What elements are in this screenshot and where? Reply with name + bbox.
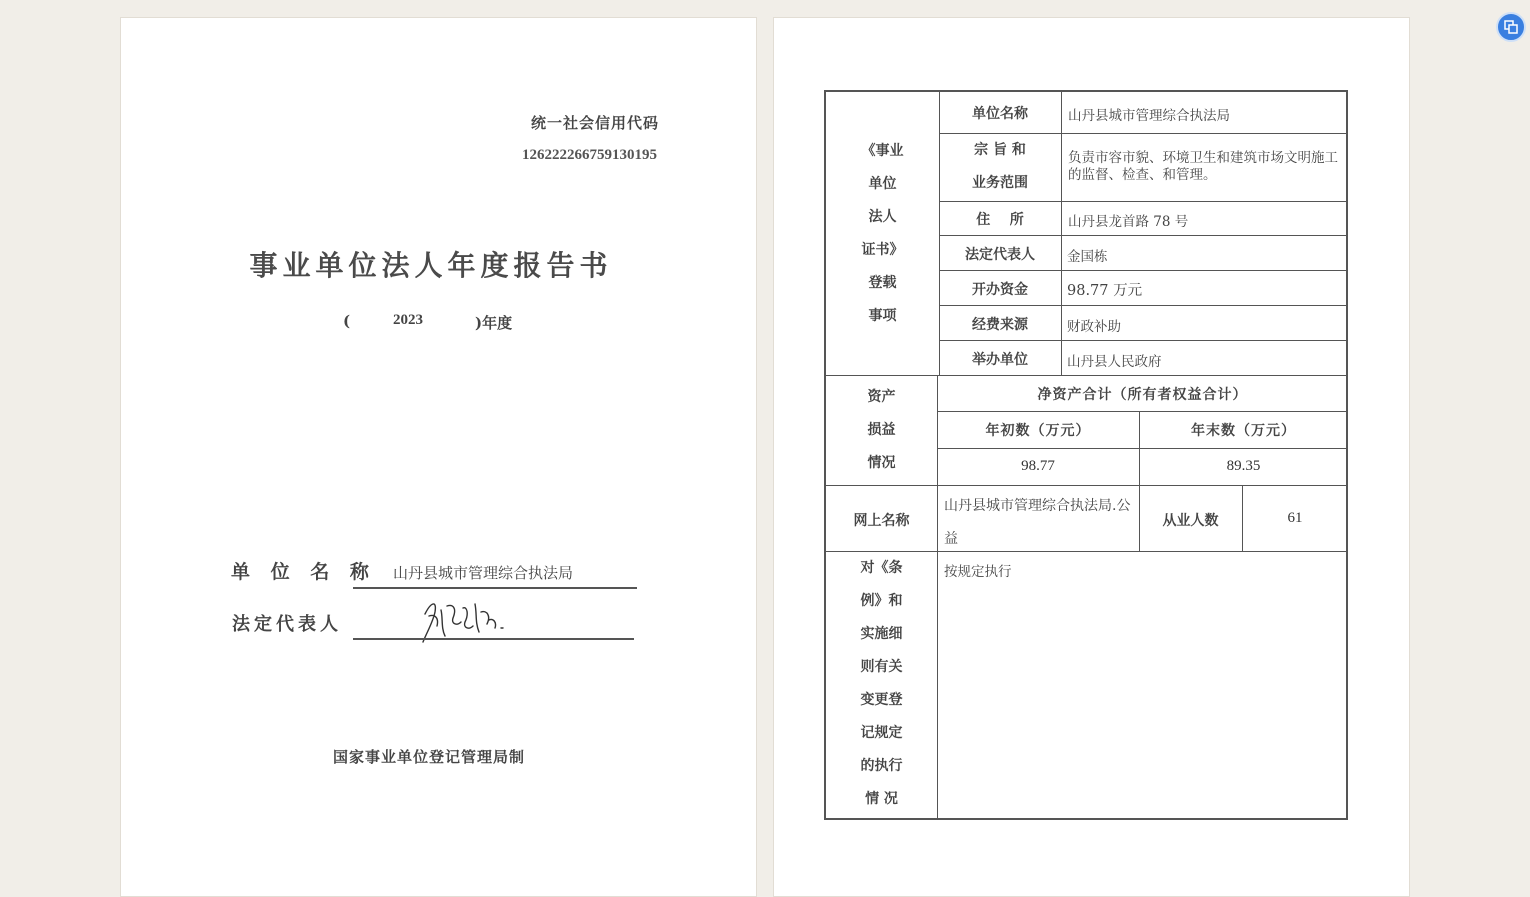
funding-value: 财政补助	[1067, 319, 1121, 335]
sponsor-label: 举办单位	[972, 352, 1028, 368]
begin-value: 98.77	[1021, 458, 1055, 474]
staff-value: 61	[1287, 510, 1303, 526]
cover-page	[120, 17, 757, 897]
begin-header: 年初数（万元）	[985, 423, 1091, 439]
net-assets-header: 净资产合计（所有者权益合计）	[1037, 387, 1248, 403]
capital-label: 开办资金	[972, 282, 1028, 298]
capital-value: 98.77 万元	[1067, 283, 1143, 299]
year-value: 2023	[393, 312, 423, 328]
address-value: 山丹县龙首路 78 号	[1068, 214, 1189, 230]
document-title: 事业单位法人年度报告书	[249, 249, 613, 282]
end-value: 89.35	[1226, 458, 1261, 474]
cert-section-label: 《事业 单位 法人 证书》 登载 事项	[861, 143, 904, 324]
unit-name-value: 山丹县城市管理综合执法局	[1068, 108, 1230, 124]
unit-name-label: 单位名称	[972, 106, 1028, 122]
regulation-value: 按规定执行	[944, 564, 1012, 580]
unit-name-underline	[353, 587, 637, 589]
window-switch-icon	[1504, 20, 1518, 34]
issuer: 国家事业单位登记管理局制	[332, 748, 525, 766]
purpose-label: 宗 旨 和 业务范围	[972, 142, 1028, 191]
credit-code: 126222266759130195	[522, 147, 657, 163]
regulation-section-label: 对《条 例》和 实施细 则有关 变更登 记规定 的执行 情 况	[860, 560, 903, 807]
unit-name-value: 山丹县城市管理综合执法局	[393, 564, 574, 582]
online-name-label: 网上名称	[853, 513, 910, 529]
legal-rep-label: 法定代表人	[965, 247, 1035, 263]
online-name-value: 山丹县城市管理综合执法局.公益	[944, 498, 1131, 547]
year-suffix: )年度	[475, 314, 513, 332]
address-label: 住 所	[976, 212, 1024, 228]
info-page	[773, 17, 1410, 897]
year-paren: (	[343, 312, 351, 330]
registration-table	[824, 90, 1348, 820]
sponsor-value: 山丹县人民政府	[1067, 354, 1162, 370]
asset-section-label: 资产 损益 情况	[867, 389, 896, 471]
purpose-value: 负责市容市貌、环境卫生和建筑市场文明施工的监督、检查、和管理。	[1068, 150, 1338, 183]
legal-rep-label: 法定代表人	[232, 614, 342, 635]
end-header: 年末数（万元）	[1191, 423, 1296, 439]
legal-rep-value: 金国栋	[1067, 249, 1108, 265]
staff-label: 从业人数	[1162, 513, 1219, 529]
legal-rep-underline	[353, 638, 634, 640]
funding-label: 经费来源	[972, 317, 1028, 333]
unit-name-label: 单 位 名 称	[231, 561, 376, 583]
window-switch-button[interactable]	[1496, 12, 1526, 42]
credit-code-label: 统一社会信用代码	[531, 114, 660, 132]
